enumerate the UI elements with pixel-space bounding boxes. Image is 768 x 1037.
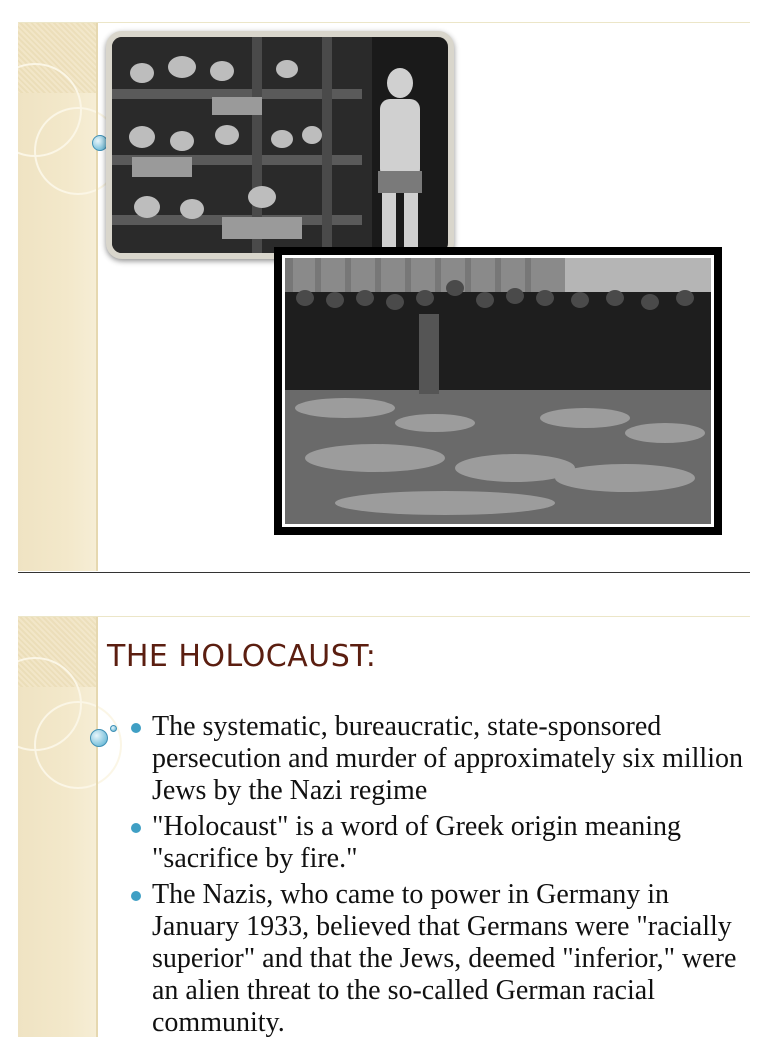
bullet-list <box>128 711 748 1037</box>
bullet-item <box>128 879 748 1037</box>
prisoners-bunks-image <box>112 37 448 253</box>
photo-prisoners-bunks <box>106 31 454 259</box>
small-bubble-icon <box>110 725 117 732</box>
decorative-side-band <box>18 23 98 571</box>
bubble-icon <box>90 729 108 747</box>
bullet-item <box>128 811 748 875</box>
photo-frame <box>282 255 714 527</box>
slide-title: THE HOLOCAUST: <box>107 639 377 674</box>
bullet-icon <box>131 891 141 901</box>
bullet-icon <box>131 723 141 733</box>
decorative-side-band <box>18 617 98 1037</box>
bullet-item <box>128 711 748 807</box>
slide-photos <box>18 22 750 571</box>
photo-soldiers-bodies <box>274 247 722 535</box>
bullet-text: The systematic, bureaucratic, state-sponsored persecution and murder of approximately six million Jews by the Nazi regime <box>152 711 743 806</box>
soldiers-bodies-image <box>285 258 711 524</box>
bullet-text: The Nazis, who came to power in Germany in January 1933, believed that Germans were "racially superior" and that the Jews, deemed "inferior," were an alien threat to the so-called German racial community. <box>152 879 737 1037</box>
bullet-icon <box>131 823 141 833</box>
slide-divider <box>18 572 750 573</box>
bullet-text: "Holocaust" is a word of Greek origin meaning "sacrifice by fire." <box>152 811 682 874</box>
slide-holocaust <box>18 616 750 1037</box>
